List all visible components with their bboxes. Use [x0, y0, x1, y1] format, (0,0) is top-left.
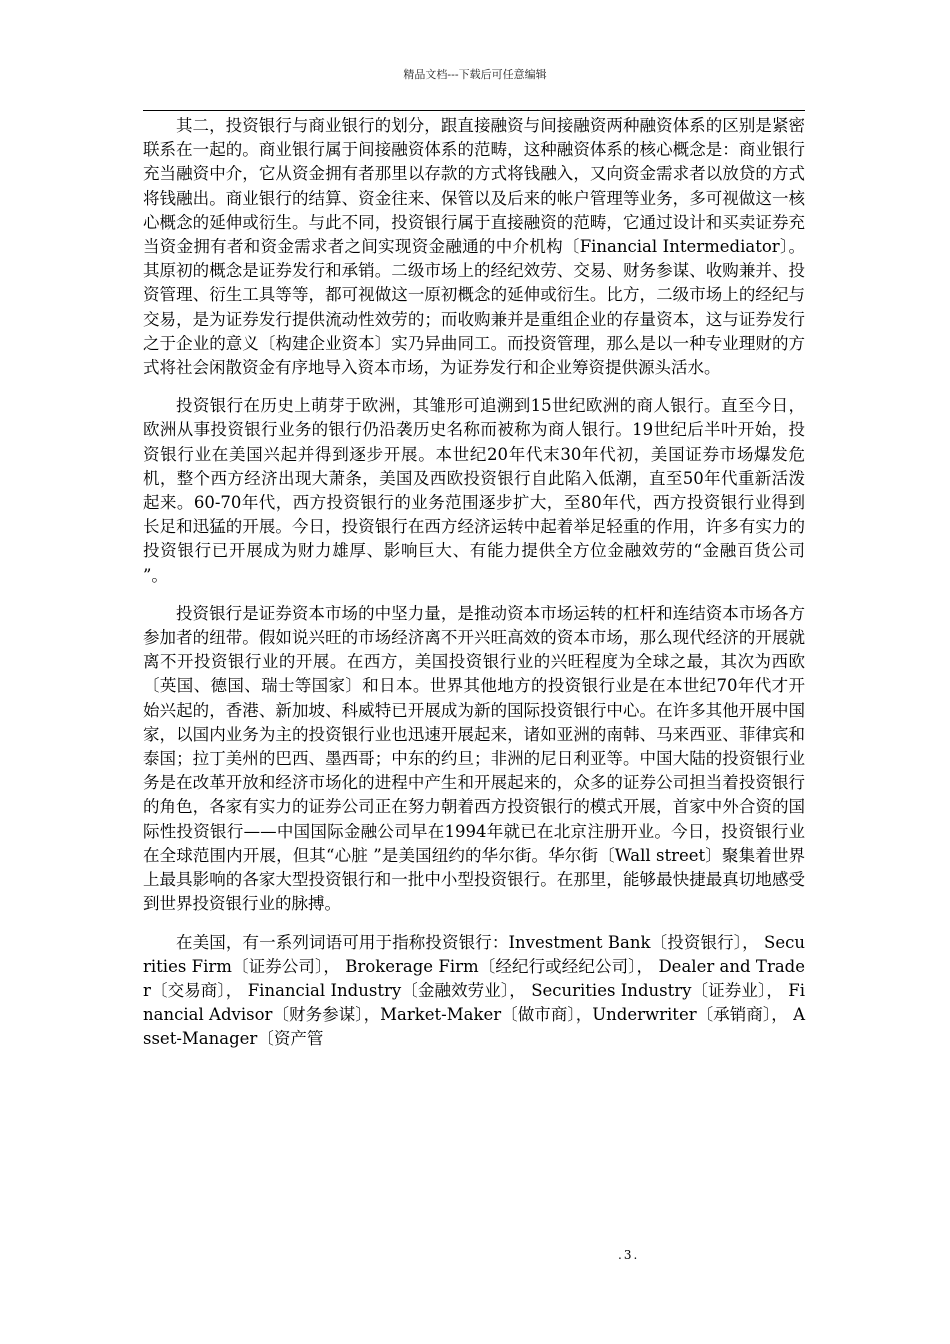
- paragraph-3: 投资银行是证券资本市场的中坚力量，是推动资本市场运转的杠杆和连结资本市场各方参加者的纽带。假如说兴旺的市场经济离不开兴旺高效的资本市场，那么现代经济的开展就离不开投资银行业的开展。在西方，美国投资银行业的兴旺程度为全球之最，其次为西欧〔英国、德国、瑞士等国家〕和日本。世界其他地方的投资银行业是在本世纪70年代才开始兴起的，香港、新加坡、科威特已开展成为新的国际投资银行中心。在许多其他开展中国家，以国内业务为主的投资银行业也迅速开展起来，诸如亚洲的南韩、马来西亚、菲律宾和泰国；拉丁美州的巴西、墨西哥；中东的约旦；非洲的尼日利亚等。中国大陆的投资银行业务是在改革开放和经济市场化的进程中产生和开展起来的，众多的证券公司担当着投资银行的角色，各家有实力的证券公司正在努力朝着西方投资银行的模式开展，首家中外合资的国际性投资银行——中国国际金融公司早在1994年就已在北京注册开业。今日，投资银行业在全球范围内开展，但其“心脏 ”是美国纽约的华尔街。华尔街〔Wall street〕聚集着世界上最具影响的各家大型投资银行和一批中小型投资银行。在那里，能够最快捷最真切地感受到世界投资银行业的脉搏。: [143, 603, 805, 914]
- paragraph-4: 在美国，有一系列词语可用于指称投资银行：Investment Bank〔投资银行〕， Securities Firm〔证券公司〕， Brokerage Firm〔经纪行或经纪公司〕， Dealer and Trader〔交易商〕， Financial Industry〔金融效劳业〕， Securities Industry〔证券业〕， Financial Advisor〔财务参谋〕，Market-Maker〔做市商〕，Underwriter〔承销商〕， Asset-Manager〔资产管: [143, 932, 805, 1049]
- document-body: [143, 114, 805, 1066]
- paragraph-1: 其二，投资银行与商业银行的划分，跟直接融资与间接融资两种融资体系的区别是紧密联系在一起的。商业银行属于间接融资体系的范畴，这种融资体系的核心概念是：商业银行充当融资中介，它从资金拥有者那里以存款的方式将钱融入，又向资金需求者以放贷的方式将钱融出。商业银行的结算、资金往来、保管以及后来的帐户管理等业务，多可视做这一核心概念的延伸或衍生。与此不同，投资银行属于直接融资的范畴，它通过设计和买卖证券充当资金拥有者和资金需求者之间实现资金融通的中介机构〔Financial Intermediator〕。其原初的概念是证券发行和承销。二级市场上的经纪效劳、交易、财务参谋、收购兼并、投资管理、衍生工具等等，都可视做这一原初概念的延伸或衍生。比方，二级市场上的经纪与交易，是为证券发行提供流动性效劳的；而收购兼并是重组企业的存量资本，这与证券发行之于企业的意义〔构建企业资本〕实乃异曲同工。而投资管理，那么是以一种专业理财的方式将社会闲散资金有序地导入资本市场，为证券发行和企业筹资提供源头活水。: [143, 116, 805, 378]
- page-header: 精品文档---下载后可任意编辑: [403, 68, 547, 81]
- page-number: .3.: [618, 1248, 640, 1262]
- paragraph-2: 投资银行在历史上萌芽于欧洲，其雏形可追溯到15世纪欧洲的商人银行。直至今日， 欧洲从事投资银行业务的银行仍沿袭历史名称而被称为商人银行。19世纪后半叶开始，投资银行业在美国兴起并得到逐步开展。本世纪20年代末30年代初，美国证券市场爆发危机，整个西方经济出现大萧条，美国及西欧投资银行自此陷入低潮，直至50年代重新活泼起来。60-70年代，西方投资银行的业务范围逐步扩大，至80年代，西方投资银行业得到长足和迅猛的开展。今日，投资银行在西方经济运转中起着举足轻重的作用，许多有实力的投资银行已开展成为财力雄厚、影响巨大、有能力提供全方位金融效劳的“金融百货公司 ”。: [143, 396, 805, 585]
- header-divider: [143, 110, 805, 111]
